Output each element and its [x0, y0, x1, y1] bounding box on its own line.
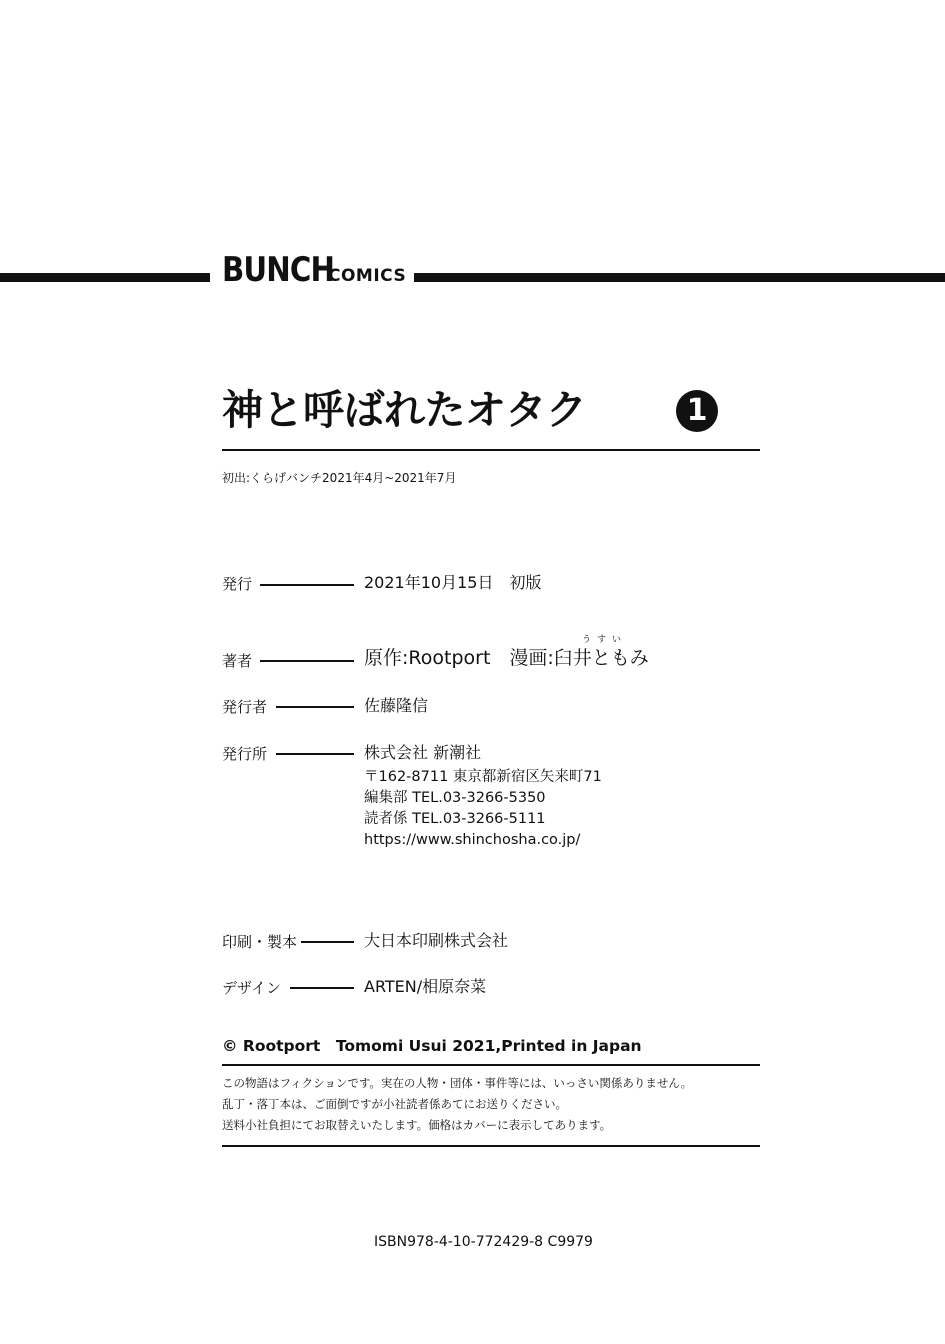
author-leader — [260, 660, 354, 662]
publisher-label: 発行所 — [222, 745, 268, 763]
author-credit: 原作:Rootport 漫画:臼井ともみ — [364, 647, 649, 669]
title-divider — [222, 449, 760, 451]
copyright-line: © Rootport Tomomi Usui 2021,Printed in Japan — [222, 1037, 642, 1055]
reader-tel: 読者係 TEL.03-3266-5111 — [364, 811, 546, 827]
author-label: 著者 — [222, 652, 253, 670]
issue-date: 2021年10月15日 初版 — [364, 573, 542, 592]
volume-badge: 1 — [676, 390, 718, 432]
brand-bar-left — [0, 273, 210, 282]
publisher-url: https://www.shinchosha.co.jp/ — [364, 832, 581, 848]
issue-label: 発行 — [222, 575, 253, 593]
notice-fiction: この物語はフィクションです。実在の人物・団体・事件等には、いっさい関係ありません。 — [222, 1076, 693, 1090]
author-ruby: うすい — [582, 635, 628, 645]
design-label: デザイン — [222, 979, 281, 997]
notice-shipping: 送料小社負担にてお取替えいたします。価格はカバーに表示してあります。 — [222, 1118, 612, 1132]
brand-logo-bunch: BUNCH — [222, 250, 335, 290]
editorial-tel: 編集部 TEL.03-3266-5350 — [364, 790, 546, 806]
printing-leader — [301, 941, 354, 943]
design-leader — [290, 987, 354, 989]
brand-logo-comics: COMICS — [328, 266, 407, 286]
book-title: 神と呼ばれたオタク — [222, 386, 587, 434]
publisher-address: 〒162-8711 東京都新宿区矢来町71 — [364, 769, 602, 785]
copyright-divider — [222, 1064, 760, 1066]
publisher-person: 佐藤隆信 — [364, 696, 429, 715]
publisher-person-leader — [276, 706, 354, 708]
printer: 大日本印刷株式会社 — [364, 931, 509, 950]
isbn: ISBN978-4-10-772429-8 C9979 — [374, 1234, 593, 1250]
issue-leader — [260, 584, 354, 586]
notice-divider — [222, 1145, 760, 1147]
brand-bar-right — [414, 273, 945, 282]
first-publication: 初出:くらげバンチ2021年4月~2021年7月 — [222, 471, 457, 485]
designer: ARTEN/相原奈菜 — [364, 977, 487, 996]
printing-label: 印刷・製本 — [222, 933, 298, 951]
publisher-name: 株式会社 新潮社 — [364, 743, 482, 762]
publisher-person-label: 発行者 — [222, 698, 268, 716]
publisher-leader — [276, 753, 354, 755]
notice-misprint: 乱丁・落丁本は、ご面倒ですが小社読者係あてにお送りください。 — [222, 1097, 567, 1111]
